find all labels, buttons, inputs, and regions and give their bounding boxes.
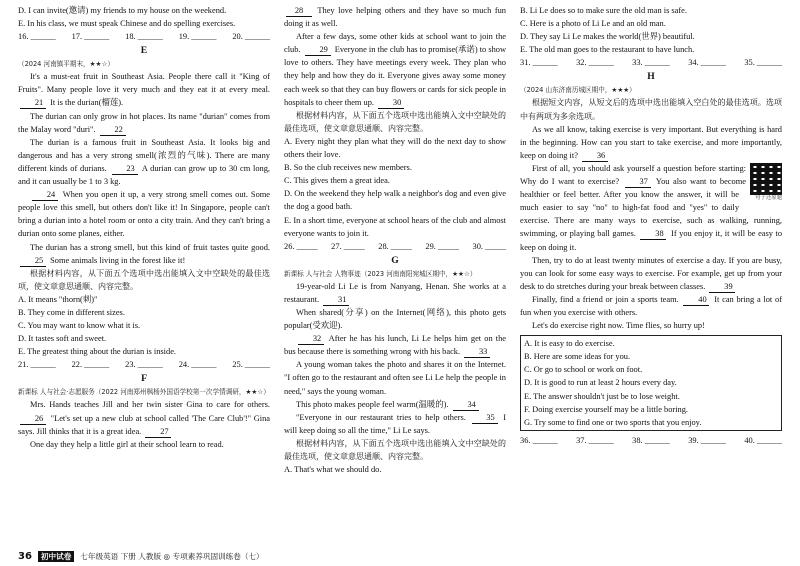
- blank-21[interactable]: 21: [20, 98, 46, 109]
- blank-29[interactable]: 29: [305, 45, 331, 56]
- passage-paragraph: Mrs. Hands teaches Jill and her twin sister Gina to care for others. 26 "Let's set up a new club at school called 'The Care Club'!" Gina says. Jill thinks that it is a great idea. 27: [18, 400, 271, 436]
- option-line: C. Or go to school or work on foot.: [524, 365, 643, 375]
- passage-paragraph: 24 When you open it up, a very strong smell comes out. Some people love this smell, but others don't like it! In Singapore, people can't bring a durian into a hotel room or onto a city train. And they can't bring a durian onto some planes, either.: [18, 190, 270, 239]
- section-source: 新课标 人与社会 人物事迹（2023 河南南阳宛城区期中，★★☆）: [284, 269, 477, 278]
- column-left: [18, 4, 270, 451]
- blank-36[interactable]: 36: [582, 151, 608, 162]
- passage-paragraph: Finally, find a friend or join a sports team. 40 It can bring a lot of fun when you exercise with others.: [520, 294, 783, 317]
- option-line: B. Here are some ideas for you.: [524, 352, 631, 362]
- passage-paragraph: The durian is a famous fruit in Southeast Asia. It looks big and dangerous and has a very strong smell(浓烈的气味). There are many different kinds of durians. 23 A durian can grow up to 30 cm long, and it can usually be 1 to 3 kg.: [18, 137, 271, 187]
- passage-paragraph: 句子还原题 First of all, you should ask yourself a question before starting: Why do I want to exercise? 37 You also want to become healthier or feel better. After you know the answer, it will be much easier to say "no" to high-fat food and "yes" to daily exercise. There are many ways to exercise, such as walking, running, swimming, or playing ball games. 38 If you enjoy it, it will be easy to keep on doing it.: [520, 163, 783, 252]
- option-line: C. This gives them a great idea.: [284, 176, 390, 186]
- passage-paragraph: This photo makes people feel warm(温暖的). 34: [284, 398, 506, 411]
- blank-22[interactable]: 22: [100, 125, 126, 136]
- page-number: 36: [18, 551, 32, 562]
- column-right: [520, 4, 782, 447]
- option-line: D. It is good to run at least 2 hours every day.: [524, 378, 677, 388]
- section-source: 新课标 人与社会·志愿服务（2022 河南郑州枫杨外国语学校第一次学情调研，★★☆）: [18, 388, 270, 397]
- option-line: D. They say Li Le makes the world(世界) beautiful.: [520, 32, 695, 42]
- answer-row: 21. ______ 22. ______ 23. ______ 24. ______ 25. ______: [18, 360, 270, 370]
- blank-33[interactable]: 33: [464, 347, 490, 358]
- section-heading: E: [140, 45, 148, 57]
- blank-23[interactable]: 23: [112, 164, 138, 175]
- answer-row: 26. _____ 27. _____ 28. _____ 29. _____ 30. _____: [284, 241, 506, 251]
- answer-row: 16. ______ 17. ______ 18. ______ 19. ______ 20. ______: [18, 32, 270, 42]
- blank-30[interactable]: 30: [378, 98, 404, 109]
- instruction-text: 根据材料内容，从下面五个选项中选出能填入文中空缺处的最佳选项，使文章意思通顺、内容完整。: [284, 438, 506, 461]
- option-line: A. Every night they plan what they will do the next day to show others their love.: [284, 136, 506, 160]
- passage-paragraph: 19-year-old Li Le is from Nanyang, Henan. She works at a restaurant. 31: [284, 281, 506, 304]
- blank-28[interactable]: 28: [286, 6, 312, 17]
- passage-paragraph: When shared(分享) on the Internet(网络), this photo gets popular(受欢迎).: [284, 307, 506, 331]
- passage-paragraph: Let's do exercise right now. Time flies, so hurry up!: [532, 321, 705, 331]
- option-line: C. Here is a photo of Li Le and an old man.: [520, 19, 666, 29]
- passage-paragraph: The durian has a strong smell, but this kind of fruit tastes quite good. 25 Some animals living in the forest like it!: [18, 241, 270, 267]
- blank-37[interactable]: 37: [625, 177, 651, 188]
- option-line: D. I can invite(邀请) my friends to my house on the weekend.: [18, 6, 227, 15]
- option-line: E. The answer shouldn't just be to lose weight.: [524, 391, 680, 401]
- option-line: D. It tastes soft and sweet.: [18, 334, 107, 344]
- section-source: （2024 山东济南历城区期中，★★★）: [520, 86, 636, 95]
- blank-27[interactable]: 27: [145, 427, 171, 438]
- passage-paragraph: 32 After he has his lunch, Li Le helps him get on the bus because there is something wrong with his back. 33: [284, 334, 506, 357]
- passage-paragraph: The durian can only grow in hot places. Its name "durian" comes from the Malay word "duri". 22: [18, 111, 270, 134]
- option-line: F. Doing exercise yourself may be a little boring.: [524, 404, 688, 414]
- blank-32[interactable]: 32: [298, 334, 324, 345]
- blank-34[interactable]: 34: [453, 400, 479, 411]
- blank-40[interactable]: 40: [683, 295, 709, 306]
- blank-25[interactable]: 25: [20, 256, 46, 267]
- qr-code-icon[interactable]: [750, 163, 782, 195]
- blank-26[interactable]: 26: [20, 414, 46, 425]
- option-line: B. So the club receives new members.: [284, 163, 412, 173]
- section-source: （2024 河南镇平期末，★★☆）: [18, 60, 114, 69]
- footer-text: 七年级英语 下册 人教版 ◎ 专项素养巩固训练卷（七）: [80, 552, 264, 561]
- option-line: D. On the weekend they help walk a neighbor's dog and even give the dog a good bath.: [284, 189, 506, 212]
- blank-39[interactable]: 39: [709, 282, 735, 293]
- blank-38[interactable]: 38: [640, 229, 666, 240]
- section-heading: G: [391, 254, 399, 266]
- blank-24[interactable]: 24: [32, 190, 58, 201]
- passage-paragraph: After a few days, some other kids at school want to join the club. 29 Everyone in the club has to promise(承诺) to show love to others. They have meetings every week. They plan who they help and how they do it. Everyone gives away some money each week so that they can buy flowers or cards for sick people in hospitals to cheer them up. 30: [284, 32, 507, 107]
- option-line: A. It is easy to do exercise.: [524, 339, 615, 349]
- option-line: E. The old man goes to the restaurant to have lunch.: [520, 45, 695, 55]
- options-box: [520, 335, 782, 431]
- option-line: B. Li Le does so to make sure the old man is safe.: [520, 6, 687, 15]
- option-line: C. You may want to know what it is.: [18, 321, 141, 331]
- option-line: G. Try some to find one or two sports that you enjoy.: [524, 417, 702, 427]
- blank-35[interactable]: 35: [472, 413, 498, 424]
- passage-paragraph: It's a must-eat fruit in Southeast Asia. People there call it "King of Fruits". Many people love it very much and they eat it at every meal. 21 It is the durian(榴莲).: [18, 72, 270, 108]
- passage-paragraph: A young woman takes the photo and shares it on the Internet. "I often go to the restaurant and often see Li Le help the people in need," says the young woman.: [284, 360, 506, 396]
- answer-row: 31. ______ 32. ______ 33. ______ 34. ______ 35. ______: [520, 58, 782, 68]
- passage-paragraph: Then, try to do at least twenty minutes of exercise a day. If you are busy, you can look for some easy ways to exercise. For example, get up from your desk to do stretches during your break between classes. 39: [520, 255, 782, 291]
- option-line: A. It means "thorn(刺)": [18, 294, 98, 304]
- option-line: E. In his class, we must speak Chinese and do spelling exercises.: [18, 19, 236, 29]
- passage-paragraph: As we all know, taking exercise is very important. But everything is hard in the beginning. How can you start to take exercise, and more importantly, keep on doing it? 36: [520, 124, 782, 160]
- blank-31[interactable]: 31: [323, 295, 349, 306]
- instruction-text: 根据短文内容，从短文后的选项中选出能填入空白处的最佳选项。选项中有两项为多余选项。: [520, 98, 782, 121]
- option-line: A. That's what we should do.: [284, 465, 382, 475]
- section-heading: H: [647, 71, 655, 83]
- passage-paragraph: "Everyone in our restaurant tries to help others. 35 I will keep doing so all the time," Li Le says.: [284, 412, 507, 435]
- answer-row: 36. ______ 37. ______ 38. ______ 39. ______ 40. ______: [520, 435, 782, 445]
- option-line: B. They come in different sizes.: [18, 307, 125, 317]
- option-line: E. The greatest thing about the durian is inside.: [18, 347, 177, 357]
- qr-caption: 句子还原题: [755, 194, 782, 201]
- column-middle: [284, 4, 506, 476]
- instruction-text: 根据材料内容，从下面五个选项中选出能填入文中空缺处的最佳选项，使文章意思通顺、内容完整。: [18, 268, 270, 291]
- passage-paragraph: One day they help a little girl at their school learn to read.: [30, 439, 224, 449]
- section-heading: F: [141, 373, 147, 385]
- brand-badge: 初中试卷: [38, 551, 74, 562]
- page-footer: [18, 551, 264, 562]
- passage-paragraph: 28 They love helping others and they have so much fun doing it as well.: [284, 6, 506, 29]
- option-line: E. In a short time, everyone at school hears of the club and almost everyone wants to join it.: [284, 215, 506, 238]
- instruction-text: 根据材料内容，从下面五个选项中选出能填入文中空缺处的最佳选项，使文章意思通顺、内容完整。: [284, 110, 506, 133]
